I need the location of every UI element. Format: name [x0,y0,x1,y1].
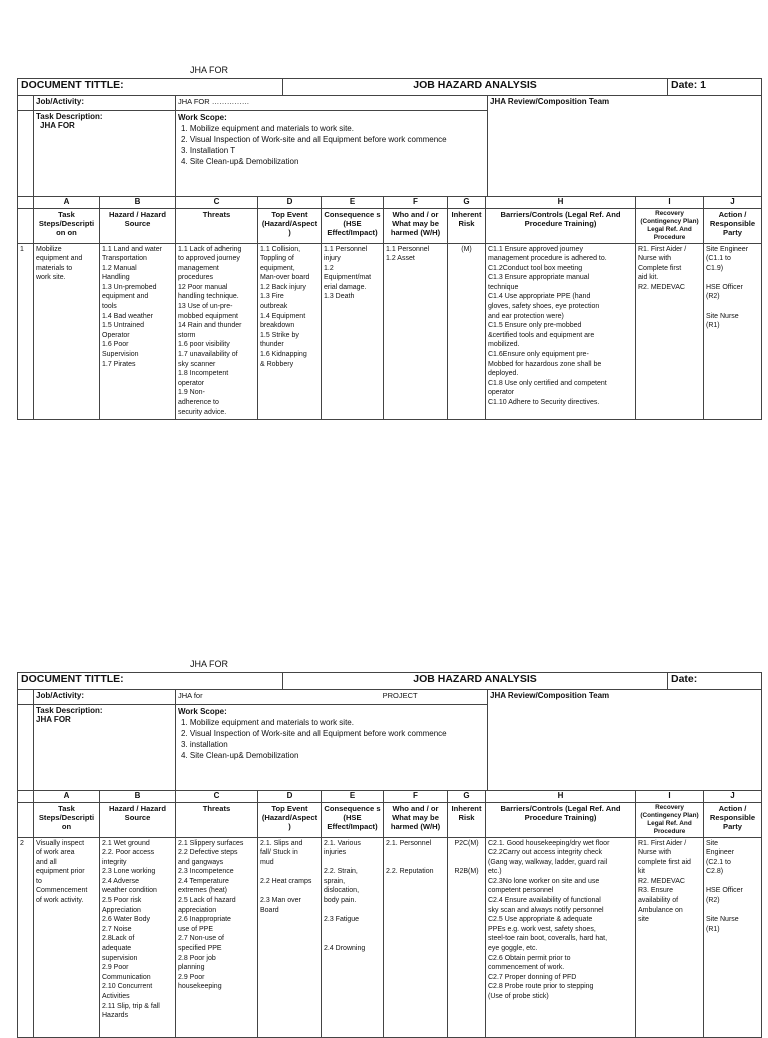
task-description-value: JHA FOR [36,715,71,725]
column-header-row [18,208,762,243]
work-scope-item: 4. Site Clean-up& Demobilization [181,750,299,760]
work-scope-cell [176,704,488,790]
review-team-label: JHA Review/Composition Team [488,96,762,196]
column-letter: G [448,197,486,209]
document-title-label: DOCUMENT TITTLE: [18,673,283,690]
task-steps-cell: Mobilize equipment and materials to work site. [34,243,100,419]
column-header: Action / Responsible Party [704,802,762,837]
row-number: 2 [18,837,34,1037]
column-header: Barriers/Controls (Legal Ref. And Procedure Training) [486,802,636,837]
column-header: Hazard / Hazard Source [100,208,176,243]
work-scope-item: 3. Installation T [181,145,236,155]
controls-cell: C1.1 Ensure approved journey management procedure is adhered to. C1.2Conduct tool box meeting C1.3 Ensure appropriate manual technique C1.4 Use appropriate PPE (hand gloves, safety shoes, eye protection and ear protection were) C1.5 Ensure only pre-mobbed &certified tools and equipment are mobilized. C1.6Ensure only equipment pre- Mobbed for hazardous zone shall be deployed. C1.8 Use only certified and competent operator C1.10 Adhere to Security directives. [486,243,636,419]
hazard-table [17,791,762,1038]
column-header: Inherent Risk [448,802,486,837]
work-scope-item: 1. Mobilize equipment and materials to work site. [181,717,354,727]
column-letter: D [258,791,322,803]
column-header: Who and / or What may be harmed (W/H) [384,208,448,243]
task-description-label: Task Description: [36,705,103,715]
task-description-cell [34,110,176,196]
consequences-cell: 2.1. Various injuries 2.2. Strain, sprain, dislocation, body pain. 2.3 Fatigue 2.4 Drowning [322,837,384,1037]
column-letter: B [100,197,176,209]
recovery-cell: R1. First Aider / Nurse with Complete first aid kit. R2. MEDEVAC [636,243,704,419]
table-row [18,243,762,419]
column-letter: J [704,791,762,803]
column-letter-row [18,197,762,209]
column-header: Recovery (Contingency Plan) Legal Ref. And Procedure [636,208,704,243]
column-letter: I [636,197,704,209]
work-scope-item: 2. Visual Inspection of Work-site and all Equipment before work commence [181,728,447,738]
work-scope-label: Work Scope: [178,112,227,122]
column-header: Recovery (Contingency Plan) Legal Ref. And Procedure [636,802,704,837]
page-header-label: JHA FOR [190,659,229,669]
harmed-cell: 1.1 Personnel 1.2 Asset [384,243,448,419]
job-activity-value: JHA for PROJECT [176,690,488,704]
job-activity-label: Job/Activity: [34,690,176,704]
column-header: Threats [176,802,258,837]
threats-cell: 2.1 Slippery surfaces 2.2 Defective steps and gangways 2.3 Incompetence 2.4 Temperature extremes (heat) 2.5 Lack of hazard appreciation 2.6 Inappropriate use of PPE 2.7 Non-use of specified PPE 2.8 Poor job planning 2.9 Poor housekeeping [176,837,258,1037]
jha-header-table [17,78,762,96]
work-scope-item: 4. Site Clean-up& Demobilization [181,156,299,166]
work-scope-item: 2. Visual Inspection of Work-site and all Equipment before work commence [181,134,447,144]
analysis-title: JOB HAZARD ANALYSIS [283,673,668,690]
task-description-cell [34,704,176,790]
action-party-cell: Site Engineer (C1.1 to C1.9) HSE Officer (R2) Site Nurse (R1) [704,243,762,419]
task-description-value: JHA FOR [40,121,75,131]
column-header: Task Steps/Descripti on on [34,208,100,243]
column-letter: G [448,791,486,803]
column-letter: B [100,791,176,803]
column-letter: E [322,197,384,209]
column-letter: F [384,197,448,209]
column-letter: A [34,791,100,803]
column-header: Action / Responsible Party [704,208,762,243]
column-header-row [18,802,762,837]
column-header: Task Steps/Descripti on [34,802,100,837]
controls-cell: C2.1. Good housekeeping/dry wet floor C2.2Carry out access integrity check (Gang way, walkway, ladder, guard rail etc.) C2.3No lone worker on site and use competent personnel C2.4 Ensure availability of functional sky scan and always notify personnel C2.5 Use appropriate & adequate PPEs e.g. work vest, safety shoes, steel-toe rain boot, coveralls, hard hat, eye goggle, etc. C2.6 Obtain permit prior to commencement of work. C2.7 Proper donning of PFD C2.8 Probe route prior to stepping (Use of probe stick) [486,837,636,1037]
work-scope-label: Work Scope: [178,706,227,716]
column-letter-row [18,791,762,803]
job-activity-value: JHA FOR …………… [176,96,488,110]
table-row [18,837,762,1037]
date-label: Date: [668,673,762,690]
column-header: Consequence s (HSE Effect/Impact) [322,208,384,243]
column-header: Threats [176,208,258,243]
hazard-source-cell: 2.1 Wet ground 2.2. Poor access integrity 2.3 Lone working 2.4 Adverse weather condition 2.5 Poor risk Appreciation 2.6 Water Body 2.7 Noise 2.8Lack of adequate supervision 2.9 Poor Communication 2.10 Concurrent Activities 2.11 Slip, trip & fall Hazards [100,837,176,1037]
column-header: Inherent Risk [448,208,486,243]
task-description-label: Task Description: [36,111,103,121]
hazard-table [17,197,762,420]
action-party-cell: Site Engineer (C2.1 to C2.8) HSE Officer (R2) Site Nurse (R1) [704,837,762,1037]
column-letter: I [636,791,704,803]
column-header: Top Event (Hazard/Aspect ) [258,802,322,837]
work-scope-cell [176,110,488,196]
top-event-cell: 1.1 Collision, Toppling of equipment, Man-over board 1.2 Back injury 1.3 Fire outbreak 1.4 Equipment breakdown 1.5 Strike by thunder 1.6 Kidnapping & Robbery [258,243,322,419]
document-title-label: DOCUMENT TITTLE: [18,79,283,96]
work-scope-item: 3. installation [181,739,228,749]
column-letter: E [322,791,384,803]
date-label: Date: 1 [668,79,762,96]
column-header: Hazard / Hazard Source [100,802,176,837]
column-letter: F [384,791,448,803]
jha-header-table [17,672,762,690]
column-header: Top Event (Hazard/Aspect ) [258,208,322,243]
page-header-label: JHA FOR [190,65,229,75]
work-scope-item: 1. Mobilize equipment and materials to work site. [181,123,354,133]
column-letter: C [176,197,258,209]
top-event-cell: 2.1. Slips and fall/ Stuck in mud 2.2 Heat cramps 2.3 Man over Board [258,837,322,1037]
jha-info-table [17,690,762,791]
column-letter: C [176,791,258,803]
column-letter: H [486,197,636,209]
column-letter: J [704,197,762,209]
row-number: 1 [18,243,34,419]
jha-info-table [17,96,762,197]
threats-cell: 1.1 Lack of adhering to approved journey management procedures 12 Poor manual handling technique. 13 Use of un-pre- mobbed equipment 14 Rain and thunder storm 1.6 poor visibility 1.7 unavailability of sky scanner 1.8 Incompetent operator 1.9 Non- adherence to security advice. [176,243,258,419]
harmed-cell: 2.1. Personnel 2.2. Reputation [384,837,448,1037]
column-letter: H [486,791,636,803]
job-activity-label: Job/Activity: [34,96,176,110]
column-header: Barriers/Controls (Legal Ref. And Procedure Training) [486,208,636,243]
column-header: Consequence s (HSE Effect/Impact) [322,802,384,837]
column-header: Who and / or What may be harmed (W/H) [384,802,448,837]
inherent-risk-cell: P2C(M) R2B(M) [448,837,486,1037]
inherent-risk-cell: (M) [448,243,486,419]
recovery-cell: R1. First Aider / Nurse with complete first aid kit R2. MEDEVAC R3. Ensure availability of Ambulance on site [636,837,704,1037]
column-letter: D [258,197,322,209]
review-team-label: JHA Review/Composition Team [488,690,762,790]
column-letter: A [34,197,100,209]
task-steps-cell: Visually inspect of work area and all equipment prior to Commencement of work activity. [34,837,100,1037]
analysis-title: JOB HAZARD ANALYSIS [283,79,668,96]
consequences-cell: 1.1 Personnel injury 1.2 Equipment/mat erial damage. 1.3 Death [322,243,384,419]
hazard-source-cell: 1.1 Land and water Transportation 1.2 Manual Handling 1.3 Un-premobed equipment and tools 1.4 Bad weather 1.5 Untrained Operator 1.6 Poor Supervision 1.7 Pirates [100,243,176,419]
